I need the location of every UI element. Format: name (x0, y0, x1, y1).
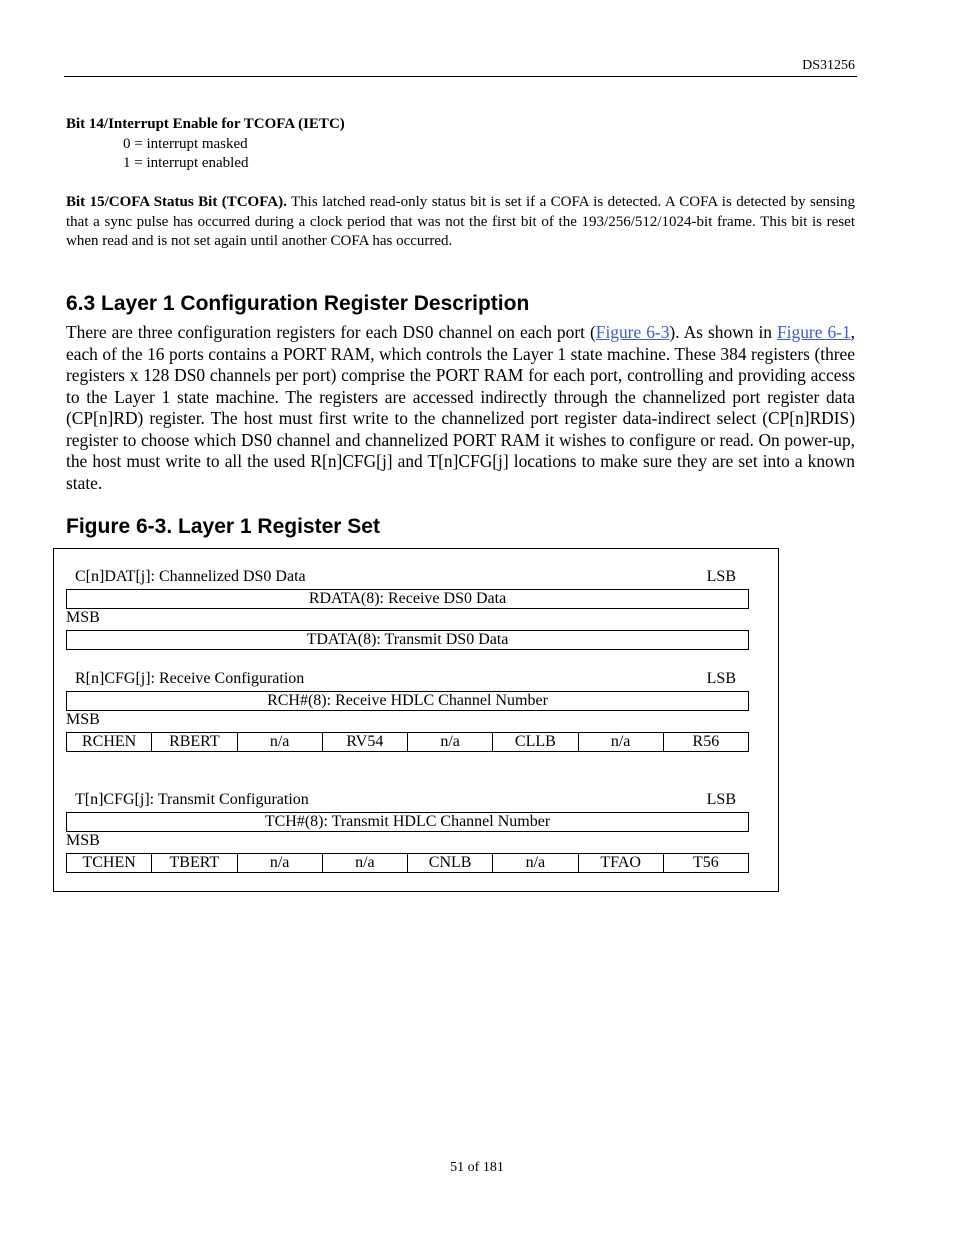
tcfg-bit-2: n/a (493, 854, 578, 872)
figure-title: Figure 6-3. Layer 1 Register Set (66, 515, 380, 538)
para-part-3: , each of the 16 ports contains a PORT RAM, which controls the Layer 1 state machine. These 384 registers (three registers x 128 DS0 channels per port) comprise the PORT RAM for each port, controlling and providing access to the Layer 1 state machine. The registers are accessed indirectly through the channelized port register data (CP[n]RD) register. The host must first write to the channelized port register data-indirect select (CP[n]RDIS) register to choose which DS0 channel and channelized PORT RAM it wishes to configure or read. On power-up, the host must write to all the used R[n]CFG[j] and T[n]CFG[j] locations to make sure they are set into a known state. (66, 322, 855, 493)
rcfg-lsb-label: LSB (706, 670, 736, 687)
para-part-2: ). As shown in (669, 322, 778, 342)
dat-msb-label: MSB (66, 609, 100, 626)
dat-tdata-row: TDATA(8): Transmit DS0 Data (66, 630, 749, 650)
rcfg-bit-2: CLLB (493, 733, 578, 751)
tcfg-bit-7: TCHEN (67, 854, 152, 872)
bit14-value-1: 1 = interrupt enabled (123, 155, 249, 171)
tcfg-bit-0: T56 (692, 854, 719, 871)
rcfg-bit-1: n/a (579, 733, 664, 751)
register-set-figure (53, 548, 779, 892)
tcfg-bit-1: TFAO (579, 854, 664, 872)
tcfg-bits-row (66, 853, 749, 873)
bit14-values (66, 135, 855, 173)
section-title: 6.3 Layer 1 Configuration Register Description (66, 292, 530, 315)
document-id: DS31256 (802, 58, 855, 73)
page-number: 51 of 181 (450, 1160, 504, 1175)
dat-lsb-label: LSB (706, 568, 736, 585)
rcfg-register-name: R[n]CFG[j]: Receive Configuration (75, 670, 305, 687)
rcfg-bits-row (66, 732, 749, 752)
tcfg-channel-row: TCH#(8): Transmit HDLC Channel Number (66, 812, 749, 832)
rcfg-msb-label: MSB (66, 711, 100, 728)
rcfg-bit-0: R56 (692, 733, 720, 750)
rcfg-bit-6: RBERT (152, 733, 237, 751)
tcfg-msb-label: MSB (66, 832, 100, 849)
bit15-text: This latched read-only status bit is set if a COFA is detected. A COFA is detected by sensing that a sync pulse has occurred during a clock period that was not the first bit of the 193/256/512/1024-bit frame. This bit is reset when read and is not set again until another COFA has occurred. (66, 194, 855, 249)
para-part-1: There are three configuration registers for each DS0 channel on each port ( (66, 322, 596, 342)
rcfg-bit-5: n/a (238, 733, 323, 751)
rcfg-bit-3: n/a (408, 733, 493, 751)
rcfg-bit-7: RCHEN (67, 733, 152, 751)
tcfg-bit-5: n/a (238, 854, 323, 872)
section-paragraph (66, 322, 855, 494)
rcfg-channel-row: RCH#(8): Receive HDLC Channel Number (66, 691, 749, 711)
tcfg-lsb-label: LSB (706, 791, 736, 808)
tcfg-bit-3: CNLB (408, 854, 493, 872)
rcfg-bit-4: RV54 (323, 733, 408, 751)
bit15-paragraph (66, 193, 855, 252)
header-rule (64, 76, 857, 77)
dat-rdata-row: RDATA(8): Receive DS0 Data (66, 589, 749, 609)
figure-6-1-link[interactable]: Figure 6-1 (777, 322, 851, 342)
tcfg-bit-6: TBERT (152, 854, 237, 872)
tcfg-register-name: T[n]CFG[j]: Transmit Configuration (75, 791, 309, 808)
tcfg-bit-4: n/a (323, 854, 408, 872)
figure-6-3-link[interactable]: Figure 6-3 (595, 322, 670, 342)
dat-register-name: C[n]DAT[j]: Channelized DS0 Data (75, 568, 306, 585)
bit14-title: Bit 14/Interrupt Enable for TCOFA (IETC) (66, 116, 345, 132)
bit15-title: Bit 15/COFA Status Bit (TCOFA). (66, 194, 287, 210)
bit14-value-0: 0 = interrupt masked (123, 136, 248, 152)
